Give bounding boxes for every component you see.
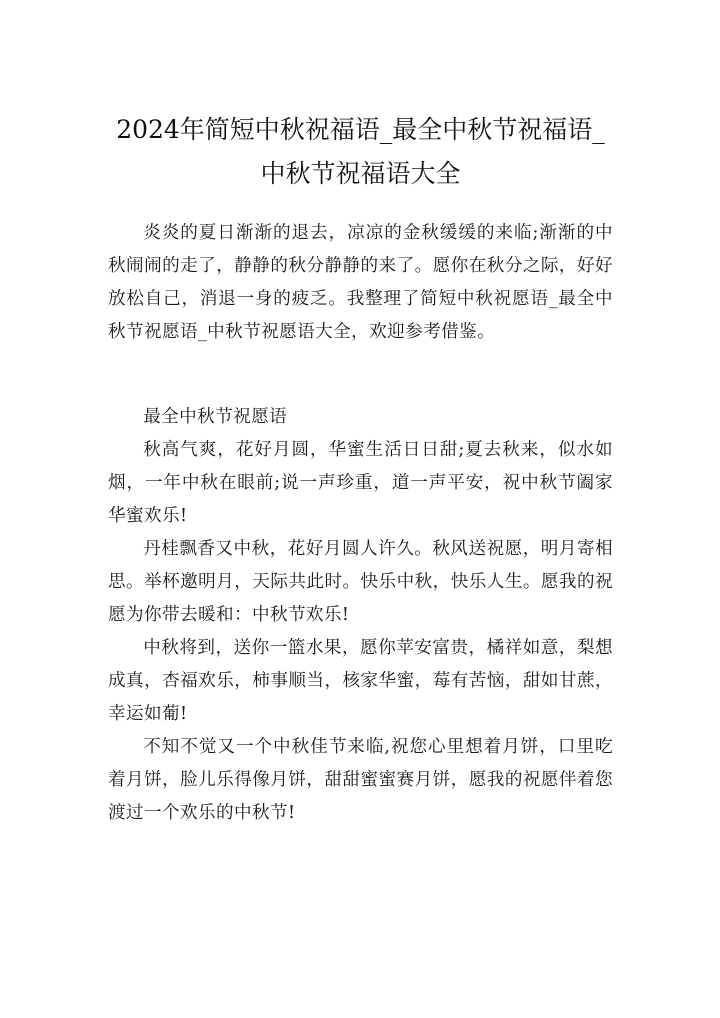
section-heading: 最全中秋节祝愿语 xyxy=(143,407,288,427)
document-body xyxy=(108,217,613,830)
blessing-paragraph-3: 中秋将到，送你一篮水果，愿你苹安富贵，橘祥如意，梨想成真，杏福欢乐，柿事顺当，核家华蜜，莓有苦恼，甜如甘蔗，幸运如葡! xyxy=(108,638,613,724)
document-page xyxy=(108,108,613,830)
section-spacer xyxy=(108,349,613,401)
blessing-paragraph-2: 丹桂飘香又中秋，花好月圆人许久。秋风送祝愿，明月寄相思。举杯邀明月，天际共此时。快乐中秋，快乐人生。愿我的祝愿为你带去暖和：中秋节欢乐! xyxy=(108,539,613,625)
blessing-paragraph-1: 秋高气爽，花好月圆，华蜜生活日日甜;夏去秋来，似水如烟，一年中秋在眼前;说一声珍重，道一声平安，祝中秋节阖家华蜜欢乐! xyxy=(108,440,613,526)
intro-paragraph: 炎炎的夏日渐渐的退去，凉凉的金秋缓缓的来临;渐渐的中秋闹闹的走了，静静的秋分静静的来了。愿你在秋分之际，好好放松自己，消退一身的疲乏。我整理了简短中秋祝愿语_最全中秋节祝愿语_中秋节祝愿语大全，欢迎参考借鉴。 xyxy=(108,223,613,342)
blessing-paragraph-4: 不知不觉又一个中秋佳节来临,祝您心里想着月饼，口里吃着月饼，脸儿乐得像月饼，甜甜蜜蜜赛月饼，愿我的祝愿伴着您渡过一个欢乐的中秋节! xyxy=(108,737,613,823)
document-title: 2024年简短中秋祝福语_最全中秋节祝福语_中秋节祝福语大全 xyxy=(116,115,605,188)
